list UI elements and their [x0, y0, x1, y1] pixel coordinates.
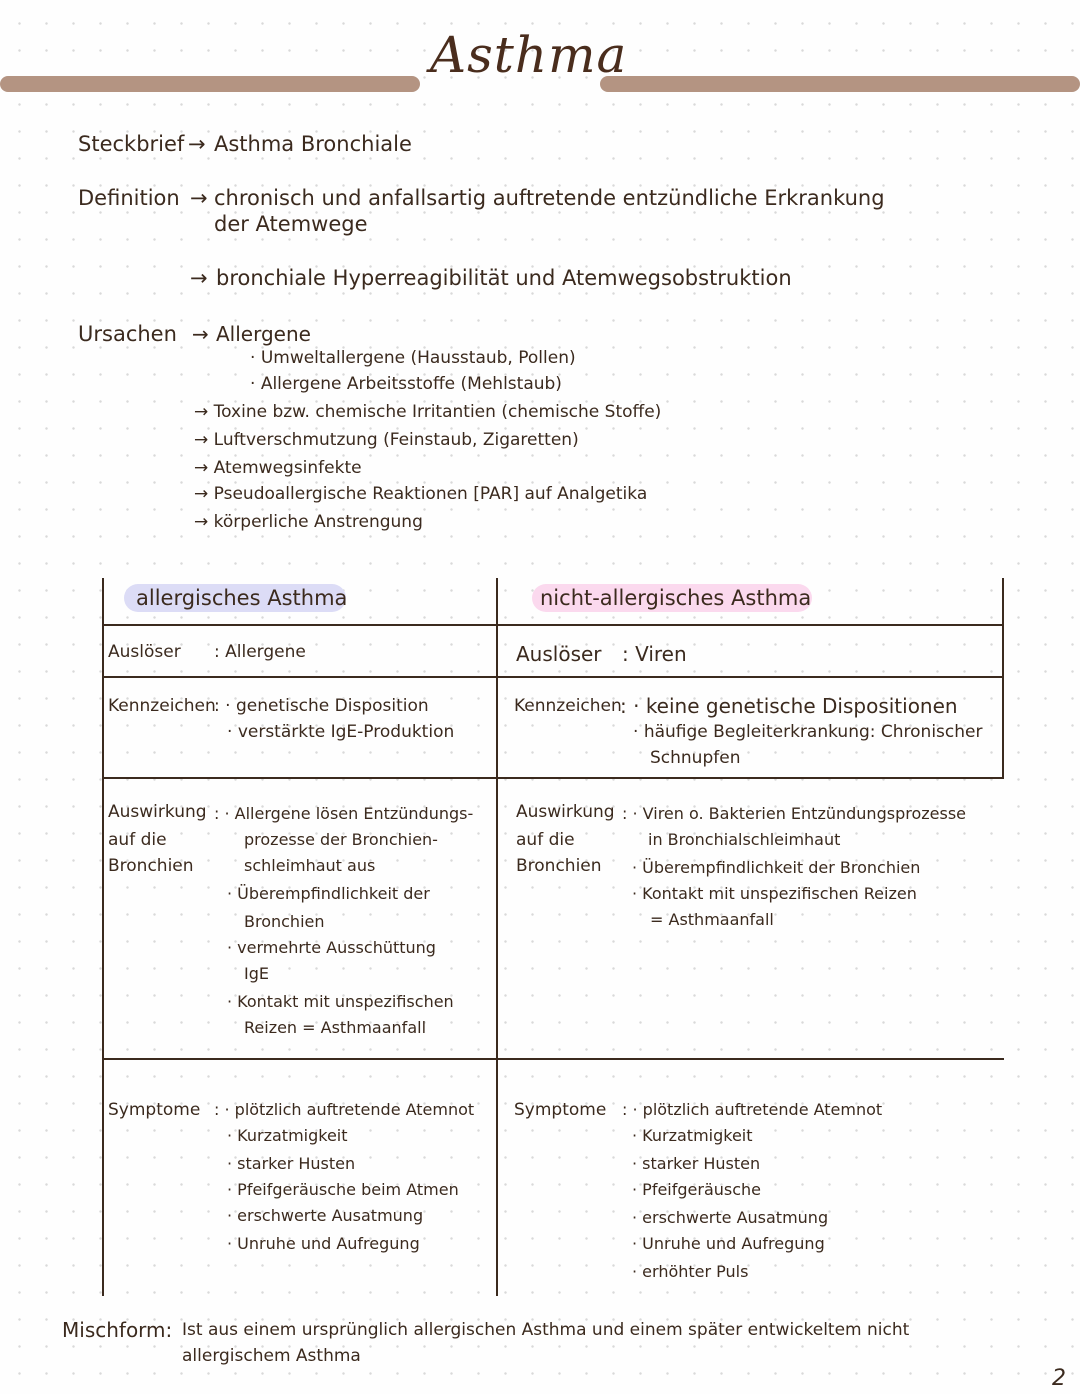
- definition-line2: der Atemwege: [214, 212, 368, 236]
- mischform-line2: allergischem Asthma: [182, 1346, 361, 1366]
- left-auswirkung-2a: · Überempfindlichkeit der: [227, 884, 430, 903]
- right-symptom-1: : · plötzlich auftretende Atemnot: [622, 1100, 883, 1119]
- left-auswirkung-4a: · Kontakt mit unspezifischen: [227, 992, 454, 1011]
- left-auswirkung-label-3: Bronchien: [108, 856, 194, 876]
- left-auswirkung-1c: schleimhaut aus: [244, 856, 376, 875]
- left-auswirkung-label-1: Auswirkung: [108, 802, 207, 822]
- ursachen-item-4: → Pseudoallergische Reaktionen [PAR] auf Analgetika: [194, 484, 648, 504]
- table-row-divider: [102, 777, 1004, 779]
- ursachen-item-5: → körperliche Anstrengung: [194, 512, 423, 532]
- left-symptom-2: · Kurzatmigkeit: [227, 1126, 348, 1145]
- right-auswirkung-1a: : · Viren o. Bakterien Entzündungsprozesse: [622, 804, 966, 823]
- right-kennzeichen-label: Kennzeichen: [514, 696, 622, 716]
- ursachen-allergene: Allergene: [216, 322, 311, 346]
- page-title: Asthma: [430, 26, 628, 84]
- steckbrief-label: Steckbrief: [78, 132, 185, 156]
- right-symptom-3: · starker Husten: [632, 1154, 761, 1173]
- left-kennzeichen-label: Kennzeichen: [108, 696, 216, 716]
- right-kennzeichen-2: · häufige Begleiterkrankung: Chronischer: [633, 722, 983, 742]
- table-center-divider: [496, 578, 498, 1296]
- left-symptom-3: · starker Husten: [227, 1154, 356, 1173]
- right-auswirkung-label-3: Bronchien: [516, 856, 602, 876]
- left-auswirkung-label-2: auf die: [108, 830, 167, 850]
- left-kennzeichen-2: · verstärkte IgE-Produktion: [227, 722, 455, 742]
- right-symptom-6: · Unruhe und Aufregung: [632, 1234, 825, 1253]
- right-auswirkung-3b: = Asthmaanfall: [650, 910, 774, 929]
- right-symptom-2: · Kurzatmigkeit: [632, 1126, 753, 1145]
- right-kennzeichen-1: : · keine genetische Dispositionen: [620, 694, 958, 718]
- ursachen-sub-2: · Allergene Arbeitsstoffe (Mehlstaub): [250, 374, 562, 394]
- left-symptom-1: : · plötzlich auftretende Atemnot: [214, 1100, 475, 1119]
- right-auswirkung-3a: · Kontakt mit unspezifischen Reizen: [632, 884, 917, 903]
- right-symptom-4: · Pfeifgeräusche: [632, 1180, 762, 1199]
- ursachen-item-2: → Luftverschmutzung (Feinstaub, Zigaretten): [194, 430, 579, 450]
- table-row-divider: [102, 1058, 1004, 1060]
- left-ausloeser: : Allergene: [214, 642, 306, 662]
- definition-label: Definition: [78, 186, 180, 210]
- left-auswirkung-3a: · vermehrte Ausschüttung: [227, 938, 436, 957]
- left-auswirkung-1a: : · Allergene lösen Entzündungs-: [214, 804, 474, 823]
- ursachen-label: Ursachen: [78, 322, 177, 346]
- left-kennzeichen-1: : · genetische Disposition: [214, 696, 429, 716]
- right-auswirkung-1b: in Bronchialschleimhaut: [648, 830, 841, 849]
- left-symptom-4: · Pfeifgeräusche beim Atmen: [227, 1180, 459, 1199]
- mischform-line1: Ist aus einem ursprünglich allergischen Asthma und einem später entwickeltem nicht: [182, 1320, 910, 1340]
- right-symptom-5: · erschwerte Ausatmung: [632, 1208, 829, 1227]
- right-auswirkung-2: · Überempfindlichkeit der Bronchien: [632, 858, 921, 877]
- left-ausloeser-label: Auslöser: [108, 642, 181, 662]
- right-auswirkung-label-2: auf die: [516, 830, 575, 850]
- ursachen-item-3: → Atemwegsinfekte: [194, 458, 362, 478]
- left-auswirkung-3b: IgE: [244, 964, 269, 983]
- steckbrief-value: Asthma Bronchiale: [214, 132, 412, 156]
- ursachen-item-1: → Toxine bzw. chemische Irritantien (chemische Stoffe): [194, 402, 662, 422]
- left-auswirkung-2b: Bronchien: [244, 912, 325, 931]
- ursachen-sub-1: · Umweltallergene (Hausstaub, Pollen): [250, 348, 576, 368]
- header-nonallergic: nicht-allergisches Asthma: [540, 586, 812, 610]
- right-ausloeser-label: Auslöser: [516, 642, 602, 666]
- left-symptom-6: · Unruhe und Aufregung: [227, 1234, 420, 1253]
- header-bar-left: [0, 76, 420, 92]
- table-left-border: [102, 578, 104, 1296]
- definition-line3: bronchiale Hyperreagibilität und Atemwegsobstruktion: [216, 266, 792, 290]
- page-number: 2: [1052, 1366, 1066, 1391]
- arrow-icon: →: [188, 132, 206, 156]
- left-auswirkung-4b: Reizen = Asthmaanfall: [244, 1018, 427, 1037]
- right-symptom-7: · erhöhter Puls: [632, 1262, 749, 1281]
- right-kennzeichen-2b: Schnupfen: [650, 748, 741, 768]
- arrow-icon: →: [192, 322, 209, 346]
- header-bar-right: [600, 76, 1080, 92]
- arrow-icon: →: [190, 266, 208, 290]
- left-auswirkung-1b: prozesse der Bronchien-: [244, 830, 438, 849]
- right-auswirkung-label-1: Auswirkung: [516, 802, 615, 822]
- right-symptome-label: Symptome: [514, 1100, 607, 1120]
- left-symptom-5: · erschwerte Ausatmung: [227, 1206, 424, 1225]
- right-ausloeser: : Viren: [622, 642, 687, 666]
- mischform-label: Mischform:: [62, 1318, 173, 1342]
- table-right-border: [1002, 578, 1004, 778]
- table-row-divider: [102, 676, 1004, 678]
- arrow-icon: →: [190, 186, 208, 210]
- left-symptome-label: Symptome: [108, 1100, 201, 1120]
- header-allergic: allergisches Asthma: [136, 586, 348, 610]
- definition-line1: chronisch und anfallsartig auftretende entzündliche Erkrankung: [214, 186, 885, 210]
- table-row-divider: [102, 624, 1004, 626]
